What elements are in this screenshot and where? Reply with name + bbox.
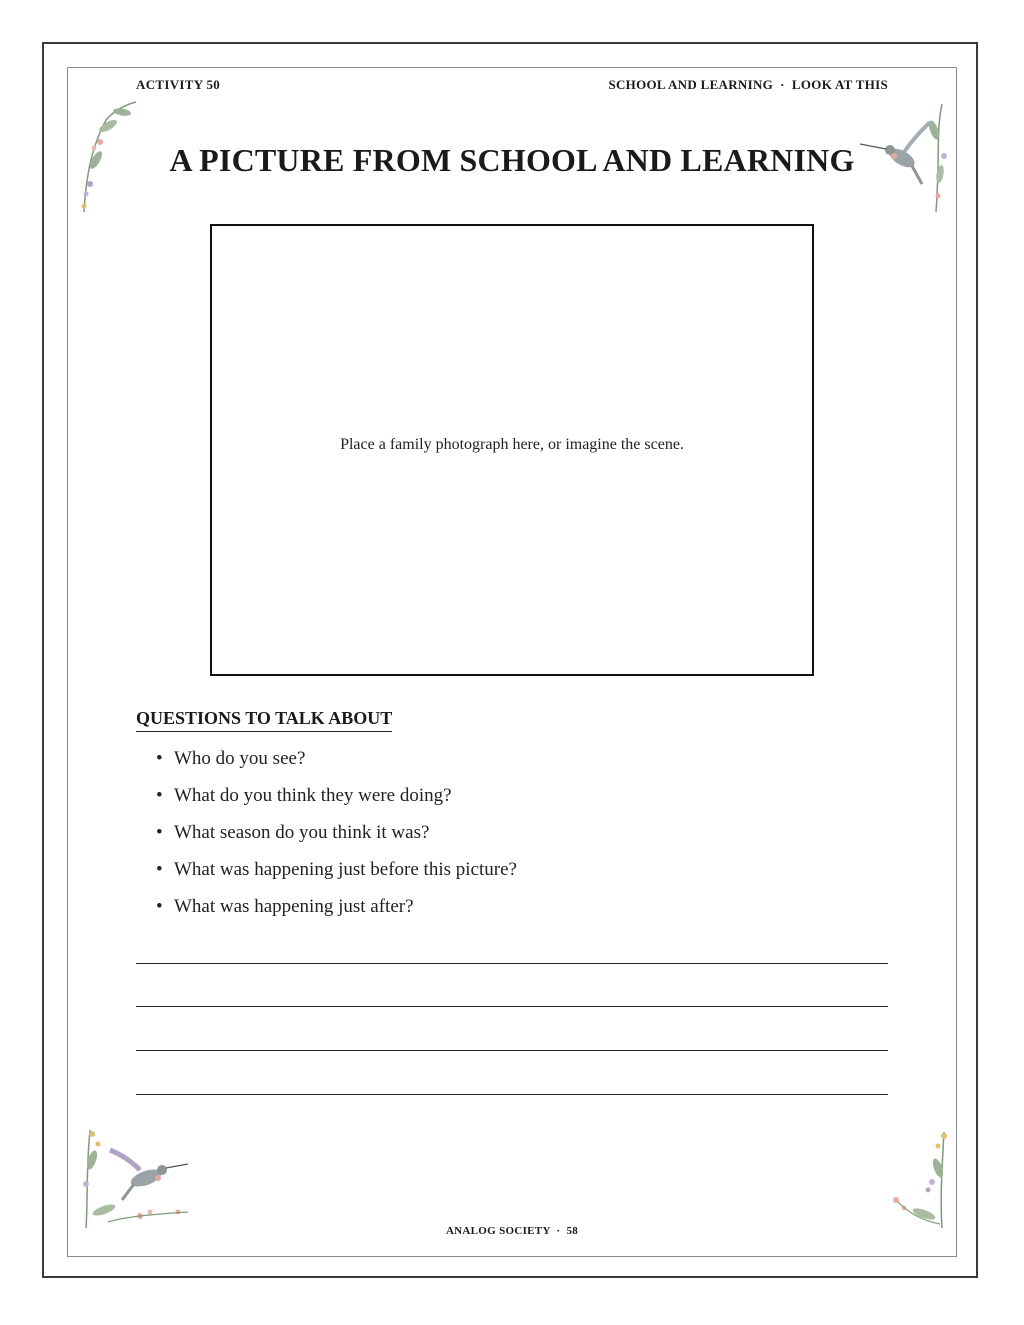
writing-line [136,1006,888,1007]
list-item: • What was happening just after? [156,896,414,917]
hummingbird-icon [78,1120,194,1232]
list-item: • What was happening just before this picture? [156,859,517,880]
writing-line [136,1094,888,1095]
floral-corner-icon [884,1128,950,1232]
activity-number: ACTIVITY 50 [136,77,221,92]
writing-line [136,1050,888,1051]
questions-list [156,740,517,925]
question-text: What season do you think it was? [174,822,430,843]
writing-line [136,963,888,964]
list-item: • What season do you think it was? [156,822,430,843]
photo-placeholder [210,224,814,676]
section-label: SCHOOL AND LEARNING · LOOK AT THIS [608,77,888,92]
photo-caption: Place a family photograph here, or imagine the scene. [340,436,684,453]
page-title: A PICTURE FROM SCHOOL AND LEARNING [169,142,855,178]
question-text: What was happening just before this picture? [174,859,517,880]
list-item: • Who do you see? [156,748,306,769]
page-footer: ANALOG SOCIETY · 58 [445,1225,579,1237]
question-text: What do you think they were doing? [174,785,452,806]
question-text: Who do you see? [174,748,306,769]
questions-heading: QUESTIONS TO TALK ABOUT [136,708,392,732]
list-item: • What do you think they were doing? [156,785,452,806]
question-text: What was happening just after? [174,896,414,917]
